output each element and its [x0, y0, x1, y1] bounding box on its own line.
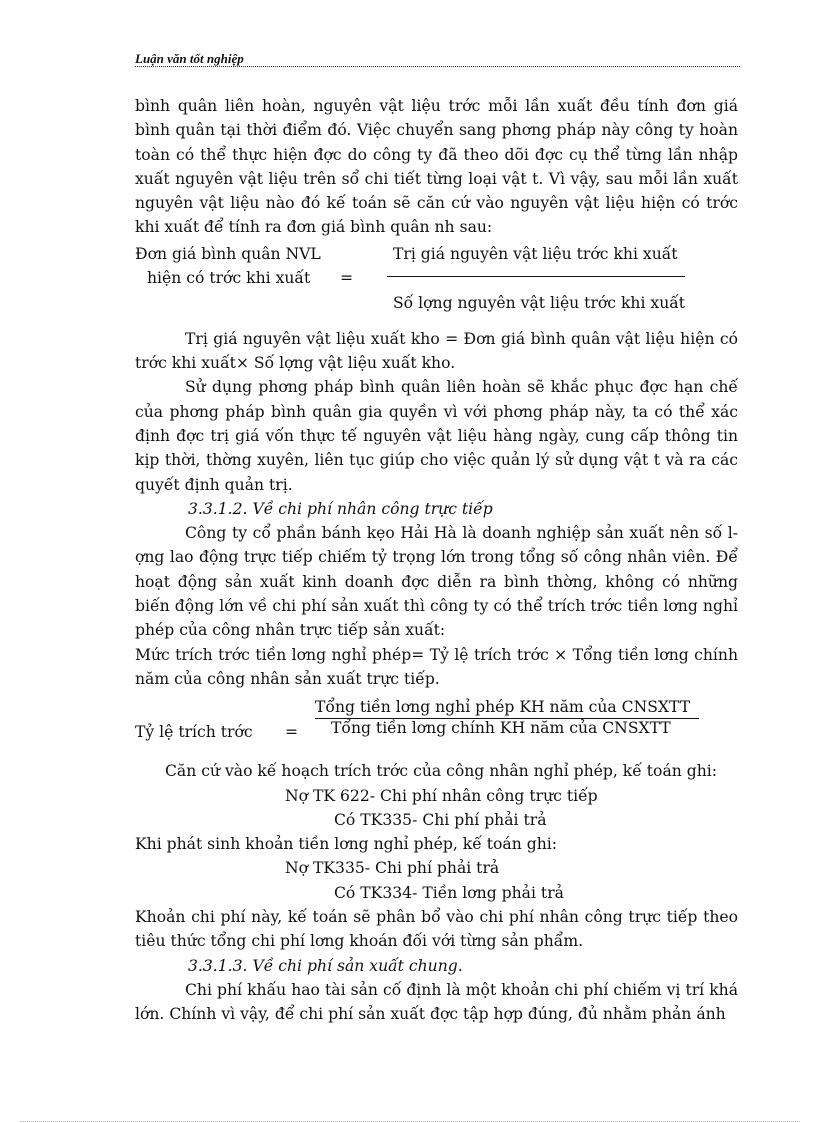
formula-left-line2: hiện có trớc khi xuất	[147, 268, 311, 287]
paragraph: Chi phí khấu hao tài sản cố định là một khoản chi phí chiếm vị trí khá lớn. Chính vì vậy, để chi phí sản xuất đợc tập hợp đúng, đủ nhằm phản ánh	[135, 980, 738, 1024]
section-heading: 3.3.1.3. Về chi phí sản xuất chung.	[188, 956, 463, 975]
paragraph: Căn cứ vào kế hoạch trích trớc của công nhân nghỉ phép, kế toán ghi:	[165, 762, 718, 781]
paragraph: Mức trích trớc tiền lơng nghỉ phép= Tỷ lệ trích trớc × Tổng tiền lơng chính năm của công nhân sản xuất trực tiếp.	[135, 645, 738, 688]
paragraph: Trị giá nguyên vật liệu xuất kho = Đơn giá bình quân vật liệu hiện có trớc khi xuất× Số lợng vật liệu xuất kho.	[135, 329, 738, 373]
formula-equals: =	[285, 723, 299, 742]
formula-numerator: Trị giá nguyên vật liệu trớc khi xuất	[393, 244, 678, 263]
journal-entry-debit: Nợ TK 622- Chi phí nhân công trực tiếp	[285, 786, 598, 805]
formula-denominator: Số lợng nguyên vật liệu trớc khi xuất	[393, 293, 686, 312]
formula-denominator: Tổng tiền lơng chính KH năm của CNSXTT	[331, 719, 671, 738]
formula-accrual-rate	[135, 695, 738, 745]
paragraph: Khoản chi phí này, kế toán sẽ phân bổ vào chi phí nhân công trực tiếp theo tiêu thức tổng chi phí lơng khoán đối với từng sản phẩm.	[135, 908, 738, 951]
paragraph: Khi phát sinh khoản tiền lơng nghỉ phép, kế toán ghi:	[135, 835, 557, 854]
document-body	[135, 94, 738, 1027]
fraction-bar	[387, 276, 685, 277]
journal-entry-credit: Có TK335- Chi phí phải trả	[334, 810, 547, 829]
paragraph: Sử dụng phơng pháp bình quân liên hoàn sẽ khắc phục đợc hạn chế của phơng pháp bình quân gia quyền vì với phơng pháp này, ta có thể xác định đợc trị giá vốn thực tế nguyên vật liệu hàng ngày, cung cấp thông tin kịp thời, thờng xuyên, liên tục giúp cho việc quản lý sử dụng vật t và ra các quyết định quản trị.	[135, 378, 738, 494]
section-heading: 3.3.1.2. Về chi phí nhân công trực tiếp	[188, 499, 493, 518]
formula-numerator: Tổng tiền lơng nghỉ phép KH năm của CNSXTT	[315, 698, 691, 717]
formula-average-unit-price	[135, 240, 738, 314]
formula-left-line1: Đơn giá bình quân NVL	[135, 244, 321, 263]
page-header	[135, 48, 740, 67]
header-title: Luận văn tốt nghiệp	[135, 51, 244, 66]
paragraph: Công ty cổ phần bánh kẹo Hải Hà là doanh nghiệp sản xuất nên số lợng lao động trực tiếp chiếm tỷ trọng lớn trong tổng số công nhân viên. Để hoạt động sản xuất kinh doanh đợc diễn ra bình thờng, không có những biến động lớn về chi phí sản xuất thì công ty có thể trích trớc tiền lơng nghỉ phép của công nhân trực tiếp sản xuất:	[135, 524, 738, 640]
paragraph: bình quân liên hoàn, nguyên vật liệu trớc mỗi lần xuất đều tính đơn giá bình quân tại thời điểm đó. Việc chuyển sang phơng pháp này công ty hoàn toàn có thể thực hiện đợc do công ty đã theo dõi đợc cụ thể từng lần nhập xuất nguyên vật liệu trên sổ chi tiết từng loại vật t. Vì vậy, sau mỗi lần xuất nguyên vật liệu nào đó kế toán sẽ căn cứ vào nguyên vật liệu hiện có trớc khi xuất để tính ra đơn giá bình quân nh sau:	[135, 97, 738, 237]
journal-entry-debit: Nợ TK335- Chi phí phải trả	[285, 859, 500, 878]
journal-entry-credit: Có TK334- Tiền lơng phải trả	[334, 883, 564, 902]
formula-equals: =	[340, 268, 354, 287]
formula-label: Tỷ lệ trích trớc	[135, 723, 253, 742]
page-bottom-rule	[20, 1121, 800, 1122]
